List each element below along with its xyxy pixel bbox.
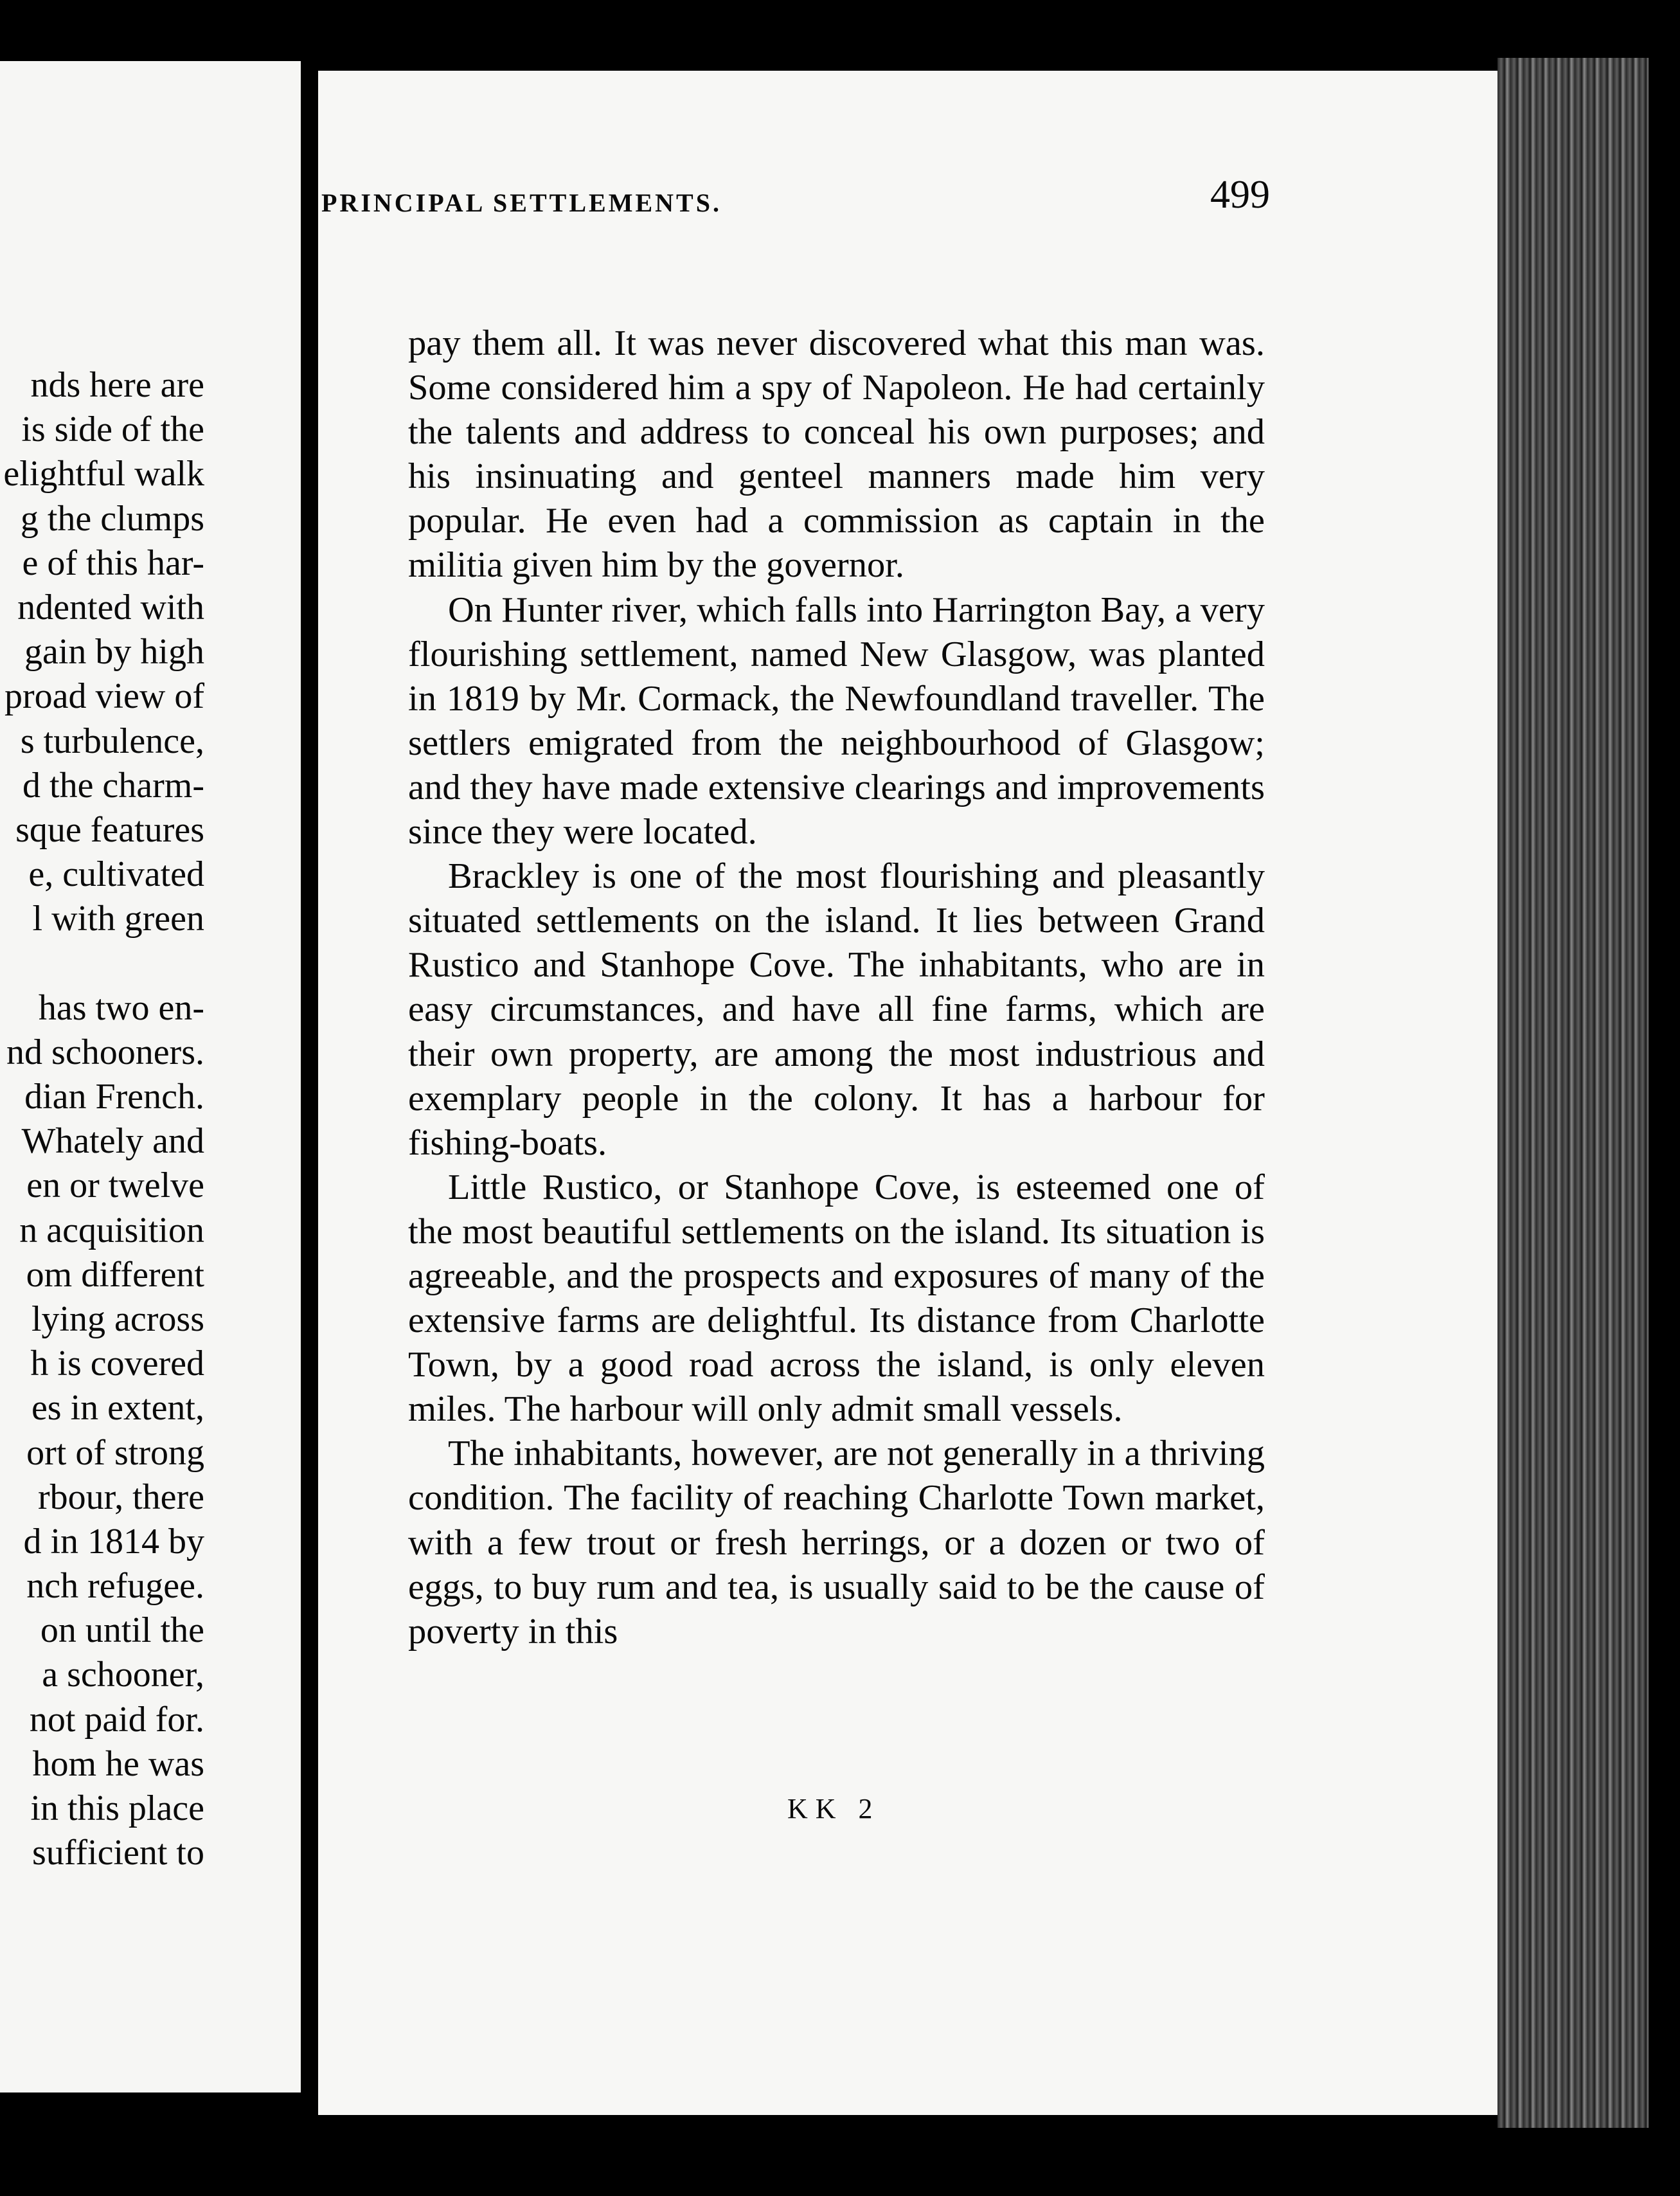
previous-page-line: n acquisition (19, 1210, 204, 1250)
previous-page-line: nch refugee. (26, 1566, 204, 1607)
running-head-title: PRINCIPAL SETTLEMENTS. (321, 188, 722, 217)
previous-page-line: sufficient to (31, 1833, 204, 1873)
previous-page-line: es in extent, (31, 1388, 204, 1428)
book-fore-edge (1497, 58, 1649, 2128)
previous-page-line: gain by high (24, 632, 204, 672)
previous-page-line: h is covered (30, 1344, 204, 1384)
previous-page-line: proad view of (4, 676, 204, 717)
previous-page-line: nd schooners. (6, 1032, 204, 1072)
paragraph: The inhabitants, however, are not generally in a thriving condition. The facility of reaching Charlotte Town market, with a few trout or fresh herrings, or a dozen or two of eggs, to buy rum and tea, is usually said to be the cause of poverty in this (408, 1434, 1265, 1652)
previous-page-line: not paid for. (29, 1699, 204, 1740)
paragraph: Little Rustico, or Stanhope Cove, is esteemed one of the most beautiful settlements on the island. Its situation is agreeable, and the prospects and exposures of many of the extensive farms are delightful. Its distance from Charlotte Town, by a good road across the island, is only eleven miles. The harbour will only admit small vessels. (408, 1167, 1265, 1430)
previous-page-line: a schooner, (42, 1655, 204, 1695)
previous-page-line: d the charm- (22, 765, 204, 806)
paragraph: Brackley is one of the most flourishing and pleasantly situated settlements on the island. It lies between Grand Rustico and Stanhope Cove. The inhabitants, who are in easy circumstances, and have all fine farms, which are their own property, are among the most industrious and exemplary people in the colony. It has a harbour for fishing-boats. (408, 856, 1265, 1163)
previous-page-line: ort of strong (26, 1432, 204, 1473)
previous-page-line: hom he was (32, 1743, 204, 1784)
paragraph: On Hunter river, which falls into Harrington Bay, a very flourishing settlement, named New Glasgow, was planted in 1819 by Mr. Cormack, the Newfoundland traveller. The settlers emigrated from the neighbourhood of Glasgow; and they have made extensive clearings and improvements since they were located. (408, 590, 1265, 852)
previous-page-line: on until the (40, 1610, 204, 1651)
previous-page-line: sque features (15, 809, 204, 850)
previous-page-line: Whately and (21, 1121, 204, 1162)
previous-page-line: rbour, there (38, 1477, 204, 1517)
previous-page-line: in this place (30, 1788, 204, 1828)
paragraph: pay them all. It was never discovered what this man was. Some considered him a spy of Napoleon. He had certainly the talents and address to conceal his own purposes; and his insinuating and genteel manners made him very popular. He even had a commission as captain in the militia given him by the governor. (408, 323, 1265, 586)
previous-page-line: dian French. (24, 1077, 204, 1117)
previous-page-line: d in 1814 by (23, 1521, 204, 1562)
previous-page-line: s turbulence, (20, 721, 204, 761)
previous-page-line: e of this har- (22, 543, 204, 583)
previous-page-line: has two en- (38, 987, 204, 1028)
previous-page-fragment (0, 61, 301, 2092)
previous-page-line: nds here are (30, 365, 204, 405)
previous-page-line: lying across (31, 1299, 204, 1339)
page-body-text (408, 321, 1265, 1654)
previous-page-line: g the clumps (20, 498, 204, 539)
previous-page-line: om different (26, 1254, 204, 1295)
previous-page-line (0, 941, 204, 986)
printer-signature-mark: KK 2 (787, 1793, 880, 1824)
previous-page-line: en or twelve (26, 1166, 204, 1206)
previous-page-line: elightful walk (3, 454, 204, 494)
previous-page-line: l with green (32, 899, 204, 939)
previous-page-text (0, 363, 204, 1875)
page-number: 499 (1210, 173, 1270, 217)
previous-page-line: is side of the (21, 410, 204, 450)
previous-page-line: ndented with (17, 587, 204, 627)
previous-page-line: e, cultivated (28, 854, 204, 895)
